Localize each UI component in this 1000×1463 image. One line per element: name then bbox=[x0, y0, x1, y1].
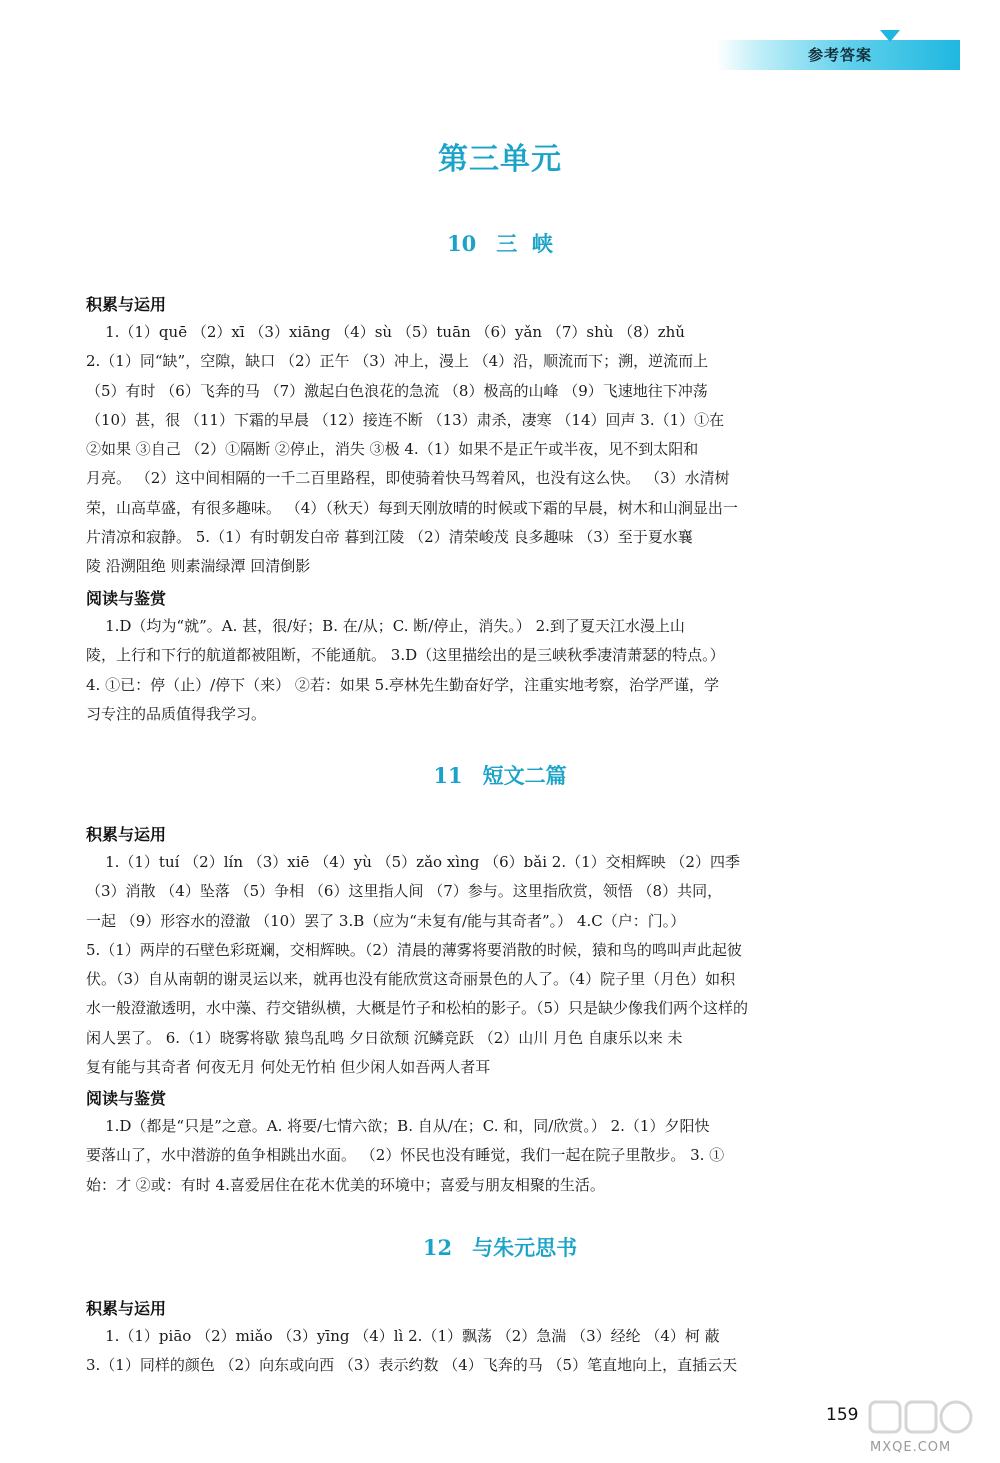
lesson-name: 三 峡 bbox=[496, 231, 553, 256]
answer-line: 1.D（均为“就”。A. 甚，很/好；B. 在/从；C. 断/停止，消失。） 2.到了夏天江水漫上山 bbox=[86, 617, 685, 635]
answer-paragraph bbox=[86, 1112, 884, 1200]
answer-line: 一起 （9）形容水的澄澈 （10）罢了 3.B（应为“未复有/能与其奇者”。） 4.C（户：门。） bbox=[86, 911, 686, 930]
answer-line: （10）甚，很 （11）下霜的早晨 （12）接连不断 （13）肃杀，凄寒 （14）回声 3.（1）①在 bbox=[86, 410, 725, 429]
lesson-name: 短文二篇 bbox=[482, 763, 567, 788]
answer-line: 月亮。 （2）这中间相隔的一千二百里路程，即使骑着快马驾着风，也没有这么快。 （3）水清树 bbox=[86, 469, 730, 488]
lesson-number: 11 bbox=[433, 763, 463, 788]
answer-paragraph bbox=[86, 318, 884, 582]
answer-line: 4. ①已：停（止）/停下（来） ②若：如果 5.亭林先生勤奋好学，注重实地考察，治学严谨，学 bbox=[86, 675, 719, 694]
lesson-title-11 bbox=[0, 760, 1000, 790]
answer-line: 水一般澄澈透明，水中藻、荇交错纵横，大概是竹子和松柏的影子。（5）只是缺少像我们两个这样的 bbox=[86, 999, 749, 1018]
section-heading: 积累与运用 bbox=[86, 825, 167, 844]
answer-line: 3.（1）同样的颜色 （2）向东或向西 （3）表示约数 （4）飞奔的马 （5）笔直地向上，直插云天 bbox=[86, 1356, 738, 1375]
lesson-number: 12 bbox=[422, 1235, 453, 1260]
answer-line: 复有能与其奇者 何夜无月 何处无竹柏 但少闲人如吾两人者耳 bbox=[86, 1058, 491, 1077]
section-heading: 积累与运用 bbox=[86, 1299, 167, 1318]
lesson-number: 10 bbox=[447, 231, 477, 256]
answer-line: 闲人罢了。 6.（1）晓雾将歇 猿鸟乱鸣 夕日欲颓 沉鳞竞跃 （2）山川 月色 自康乐以来 未 bbox=[86, 1028, 683, 1047]
section-heading: 阅读与鉴赏 bbox=[86, 1089, 167, 1108]
answer-line: ②如果 ③自己 （2）①隔断 ②停止，消失 ③极 4.（1）如果不是正午或半夜，见不到太阳和 bbox=[86, 440, 699, 459]
answer-line: 1.（1）piāo （2）miǎo （3）yīng （4）lì 2.（1）飘荡 （2）急湍 （3）经纶 （4）柯 蔽 bbox=[86, 1327, 720, 1345]
answer-line: （3）消散 （4）坠落 （5）争相 （6）这里指人间 （7）参与。这里指欣赏，领悟 （8）共同， bbox=[86, 882, 723, 901]
answer-line: 5.（1）两岸的石壁色彩斑斓，交相辉映。（2）清晨的薄雾将要消散的时候，猿和鸟的鸣叫声此起彼 bbox=[86, 940, 742, 959]
lesson-name: 与朱元思书 bbox=[472, 1235, 578, 1260]
section-heading: 积累与运用 bbox=[86, 295, 167, 314]
answer-line: 1.D（都是“只是”之意。A. 将要/七情六欲；B. 自从/在；C. 和，同/欣赏。） 2.（1）夕阳快 bbox=[86, 1117, 710, 1135]
answer-line: 荣，山高草盛，有很多趣味。 （4）（秋天）每到天刚放晴的时候或下霜的早晨，树木和山涧显出一 bbox=[86, 498, 738, 517]
answer-line: （5）有时 （6）飞奔的马 （7）激起白色浪花的急流 （8）极高的山峰 （9）飞速地往下冲荡 bbox=[86, 381, 708, 400]
answer-line: 习专注的品质值得我学习。 bbox=[86, 704, 267, 723]
answer-paragraph bbox=[86, 1322, 884, 1381]
header-banner bbox=[716, 40, 960, 70]
page-number: 159 bbox=[826, 1405, 859, 1425]
answer-line: 1.（1）tuí （2）lín （3）xiē （4）yù （5）zǎo xìng （6）bǎi 2.（1）交相辉映 （2）四季 bbox=[86, 853, 740, 871]
answer-paragraph bbox=[86, 612, 884, 729]
answer-line: 片清凉和寂静。 5.（1）有时朝发白帝 暮到江陵 （2）清荣峻茂 良多趣味 （3）至于夏水襄 bbox=[86, 528, 693, 547]
answer-line: 陵 沿溯阻绝 则素湍绿潭 回清倒影 bbox=[86, 557, 311, 576]
answer-paragraph bbox=[86, 848, 884, 1082]
answer-line: 1.（1）quē （2）xī （3）xiāng （4）sù （5）tuān （6）yǎn （7）shù （8）zhǔ bbox=[86, 323, 685, 341]
unit-title: 第三单元 bbox=[438, 142, 562, 177]
watermark-text: MXQE.COM bbox=[870, 1440, 952, 1455]
banner-arrow-icon bbox=[880, 30, 900, 42]
answer-line: 2.（1）同“缺”，空隙，缺口 （2）正午 （3）冲上，漫上 （4）沿，顺流而下；溯，逆流而上 bbox=[86, 352, 709, 371]
header-label: 参考答案 bbox=[808, 46, 873, 64]
answer-line: 陵，上行和下行的航道都被阻断，不能通航。 3.D（这里描绘出的是三峡秋季凄清萧瑟的特点。） bbox=[86, 646, 725, 665]
answer-line: 始：才 ②或：有时 4.喜爱居住在花木优美的环境中；喜爱与朋友相聚的生活。 bbox=[86, 1175, 605, 1194]
answer-line: 伏。（3）自从南朝的谢灵运以来，就再也没有能欣赏这奇丽景色的人了。（4）院子里（月色）如积 bbox=[86, 970, 736, 989]
lesson-title-10 bbox=[0, 228, 1000, 258]
lesson-title-12 bbox=[0, 1232, 1000, 1262]
section-heading: 阅读与鉴赏 bbox=[86, 589, 167, 608]
answer-line: 要落山了，水中潜游的鱼争相跳出水面。 （2）怀民也没有睡觉，我们一起在院子里散步。 3. ① bbox=[86, 1146, 725, 1165]
